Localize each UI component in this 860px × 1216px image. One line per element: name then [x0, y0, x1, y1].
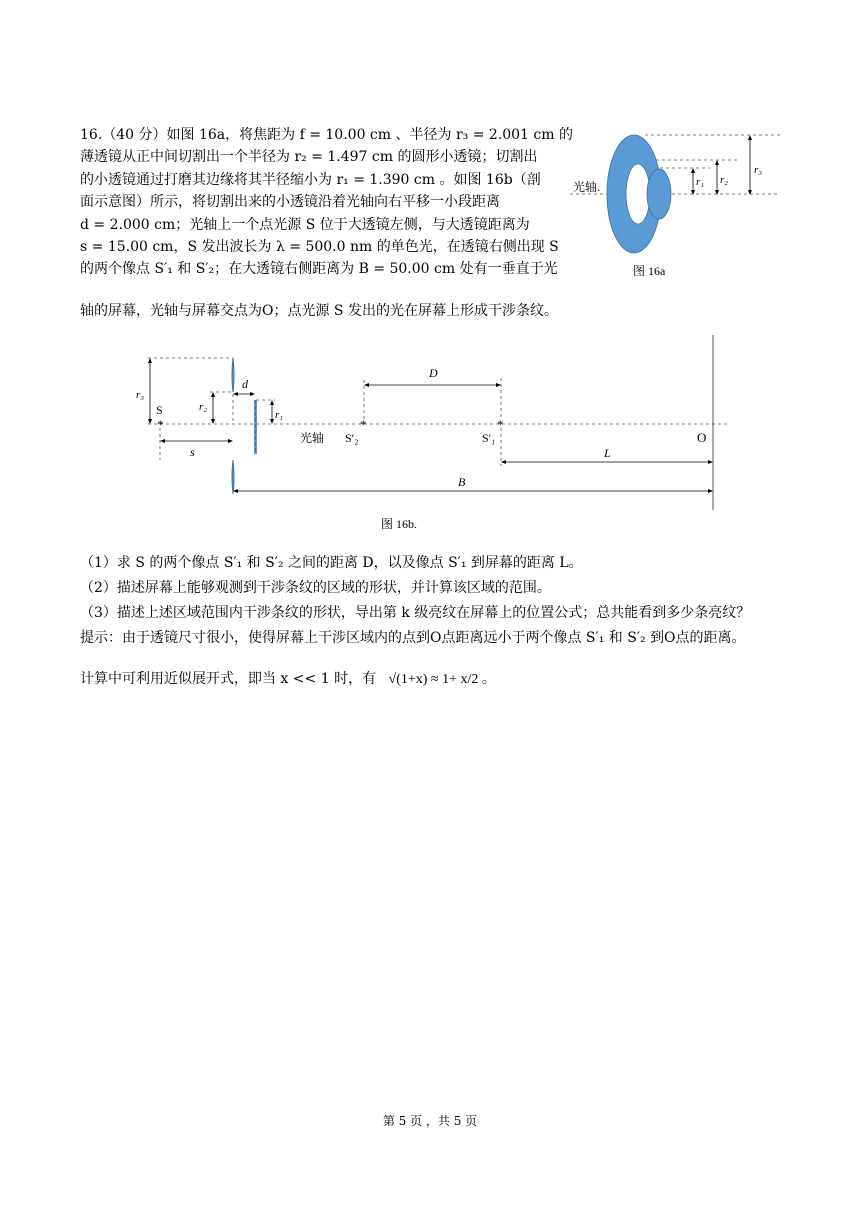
large-lens-top: [232, 358, 234, 392]
approximation-formula: √(1+x) ≈ 1+ x/2 。: [388, 672, 496, 687]
label-S2p: S′₂: [345, 431, 359, 445]
problem-paragraph: [80, 124, 573, 281]
problem-line: d = 2.000 cm；光轴上一个点光源 S 位于大透镜左侧，与大透镜距离为: [80, 216, 530, 233]
approximation-prefix: 计算中可利用近似展开式，即当 x << 1 时，有: [80, 671, 377, 687]
label-d: d: [242, 377, 248, 391]
figure-16b-caption: 图 16b.: [381, 517, 418, 531]
question-1: （1）求 S 的两个像点 S′₁ 和 S′₂ 之间的距离 D，以及像点 S′₁ 到屏幕的距离 L。: [80, 555, 583, 571]
axis-label: 光轴.: [573, 180, 601, 194]
question-3: （3）描述上述区域范围内干涉条纹的形状，导出第 k 级亮纹在屏幕上的位置公式；总共能看到多少条亮纹？: [80, 605, 751, 621]
label-r1: r₁: [696, 176, 705, 188]
hint: 提示：由于透镜尺寸很小，使得屏幕上干涉区域内的点到O点距离远小于两个像点 S′₁ 和 S′₂ 到O点的距离。: [80, 630, 746, 646]
label-r2: r₂: [199, 401, 208, 413]
page-footer: 第 5 页 ，共 5 页: [382, 1114, 478, 1128]
figure-16a: [565, 120, 795, 290]
label-O: O: [697, 430, 707, 445]
label-B: B: [458, 475, 466, 489]
image-S1-mark: *: [497, 417, 504, 432]
label-s: s: [190, 445, 195, 459]
problem-line: 16.（40 分）如图 16a，将焦距为 f = 10.00 cm 、半径为 r₃ = 2.001 cm 的: [80, 127, 573, 143]
problem-line: 的两个像点 S′₁ 和 S′₂；在大透镜右侧距离为 B = 50.00 cm 处有一垂直于光: [80, 261, 558, 278]
label-L: L: [604, 446, 611, 460]
problem-line: 薄透镜从正中间切割出一个半径为 r₂ = 1.497 cm 的圆形小透镜；切割出: [80, 149, 538, 166]
problem-line: s = 15.00 cm，S 发出波长为 λ = 500.0 nm 的单色光，在透镜右侧出现 S: [80, 239, 559, 256]
label-r3: r₃: [136, 389, 145, 401]
axis-label: 光轴: [300, 431, 325, 445]
label-D: D: [429, 366, 438, 380]
large-lens-bottom: [232, 460, 234, 494]
approximation-line: [80, 669, 496, 690]
lens-hole: [626, 164, 650, 224]
problem-last-line: 轴的屏幕，光轴与屏幕交点为O；点光源 S 发出的光在屏幕上形成干涉条纹。: [80, 303, 558, 319]
figure-16b: [130, 330, 730, 510]
question-2: （2）描述屏幕上能够观测到干涉条纹的区域的形状，并计算该区域的范围。: [80, 580, 551, 596]
label-S1p: S′₁: [482, 431, 496, 445]
figure-16a-caption: 图 16a: [633, 264, 666, 278]
small-lens: [647, 169, 671, 219]
problem-line: 面示意图）所示，将切割出来的小透镜沿着光轴向右平移一小段距离: [80, 194, 500, 211]
image-S2-mark: *: [360, 417, 367, 432]
label-r3: r₃: [754, 164, 763, 176]
source-S-mark: *: [157, 417, 164, 432]
label-r2: r₂: [720, 174, 729, 186]
label-r1: r₁: [275, 409, 284, 421]
problem-line: 的小透镜通过打磨其边缘将其半径缩小为 r₁ = 1.390 cm 。如图 16b（剖: [80, 171, 541, 188]
label-S: S: [156, 403, 163, 417]
